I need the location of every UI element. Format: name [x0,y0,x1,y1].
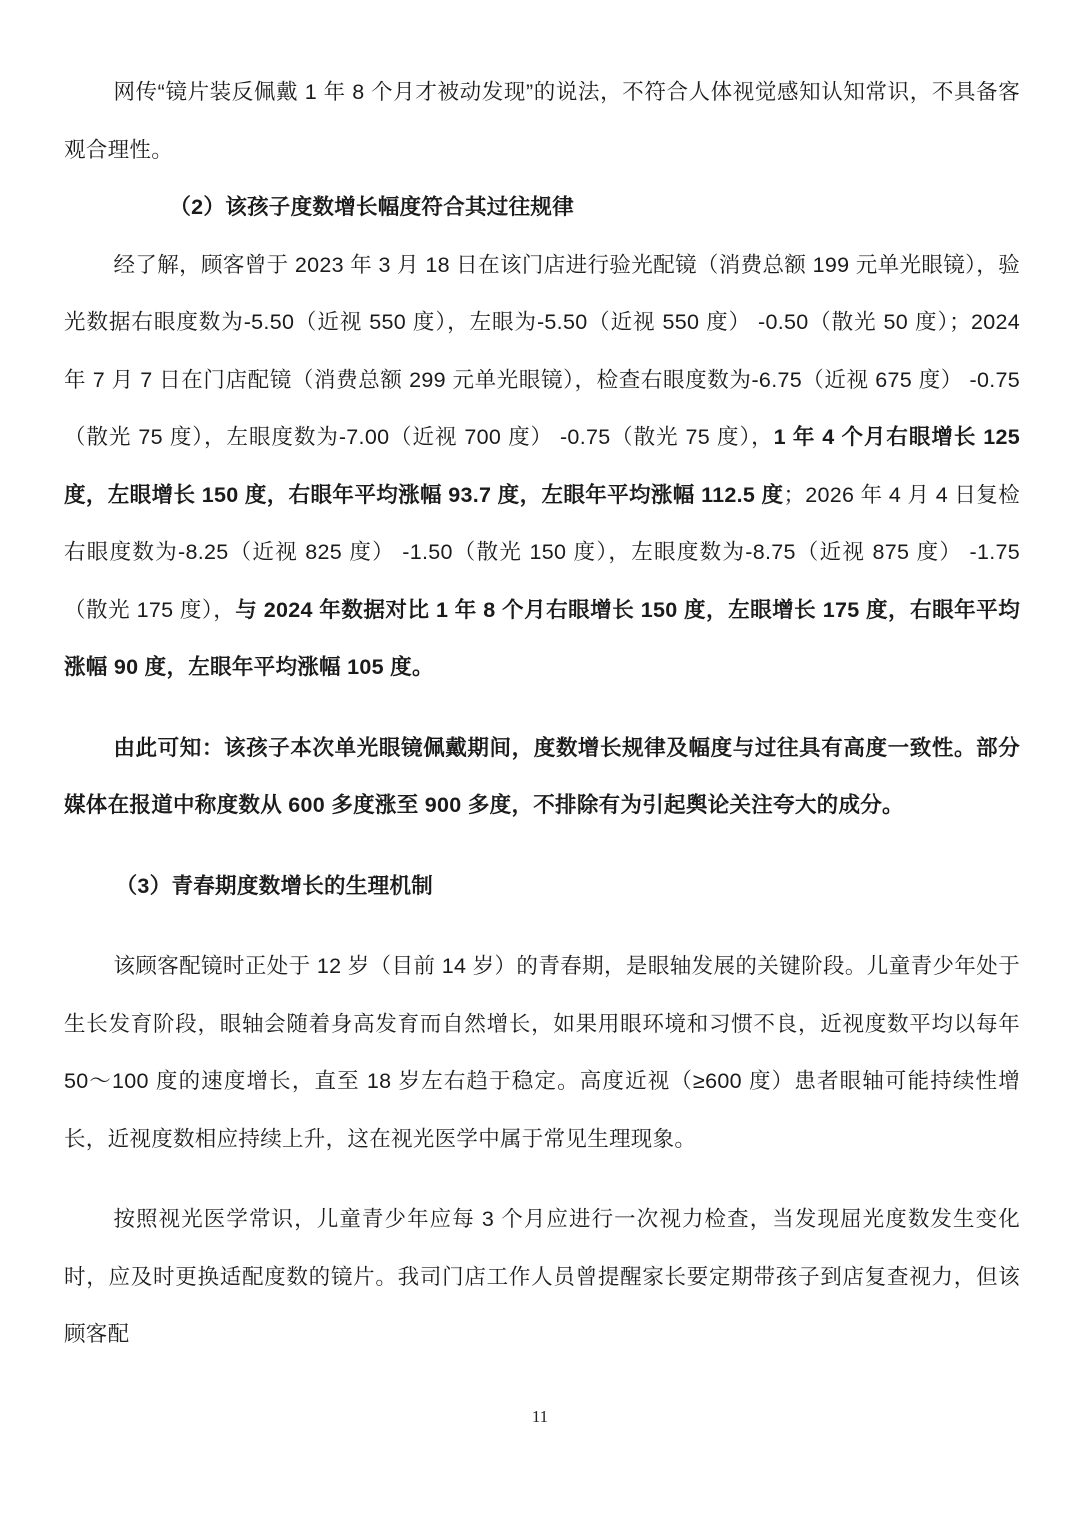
text-run: 经了解，顾客曾于 2023 年 3 月 18 日在该门店进行验光配镜（消费总额 199 元单光眼镜），验光数据右眼度数为-5.50（近视 550 度），左眼为-5.50（近视 550 度） -0.50（散光 50 度）；2024 年 7 月 7 日在门店配镜（消费总额 299 元单光眼镜），检查右眼度数为-6.75（近视 675 度） -0.75（散光 75 度），左眼度数为-7.00（近视 700 度） -0.75（散光 75 度）， [64,252,1020,449]
text-run: 1 年 4 个月右眼增长 125 度，左眼增长 150 度，右眼年平均涨幅 93.7 度，左眼年平均涨幅 112.5 度 [64,425,1021,507]
document-body [64,64,1020,1364]
text-run: 该顾客配镜时正处于 12 岁（目前 14 岁）的青春期，是眼轴发展的关键阶段。儿童青少年处于生长发育阶段，眼轴会随着身高发育而自然增长，如果用眼环境和习惯不良，近视度数平均以每年 50～100 度的速度增长，直至 18 岁左右趋于稳定。高度近视（≥600 度）患者眼轴可能持续性增长，近视度数相应持续上升，这在视光医学中属于常见生理现象。 [64,954,1020,1151]
text-run: （2）该孩子度数增长幅度符合其过往规律 [169,195,575,219]
text-run: 网传“镜片装反佩戴 1 年 8 个月才被动发现”的说法，不符合人体视觉感知认知常识，不具备客观合理性。 [64,80,1020,162]
text-run: 按照视光医学常识，儿童青少年应每 3 个月应进行一次视力检查，当发现屈光度数发生变化时，应及时更换适配度数的镜片。我司门店工作人员曾提醒家长要定期带孩子到店复查视力，但该顾客配 [64,1207,1020,1346]
paragraph [64,237,1020,697]
section-heading [64,179,1020,237]
page-number: 11 [531,1407,549,1426]
text-run: 由此可知：该孩子本次单光眼镜佩戴期间，度数增长规律及幅度与过往具有高度一致性。部分媒体在报道中称度数从 600 多度涨至 900 多度，不排除有为引起舆论关注夸大的成分。 [64,735,1020,817]
paragraph [64,938,1020,1168]
section-heading [64,858,1020,916]
text-run: 与 2024 年数据对比 1 年 8 个月右眼增长 150 度，左眼增长 175 度，右眼年平均涨幅 90 度，左眼年平均涨幅 105 度。 [64,597,1020,679]
text-run: （3）青春期度数增长的生理机制 [115,873,434,898]
paragraph [64,1191,1020,1364]
paragraph [64,64,1020,179]
text-run: ；2026 年 4 月 4 日复检右眼度数为-8.25（近视 825 度） -1.50（散光 150 度），左眼度数为-8.75（近视 875 度） -1.75（散光 175 度）， [64,482,1020,622]
paragraph [64,720,1020,835]
